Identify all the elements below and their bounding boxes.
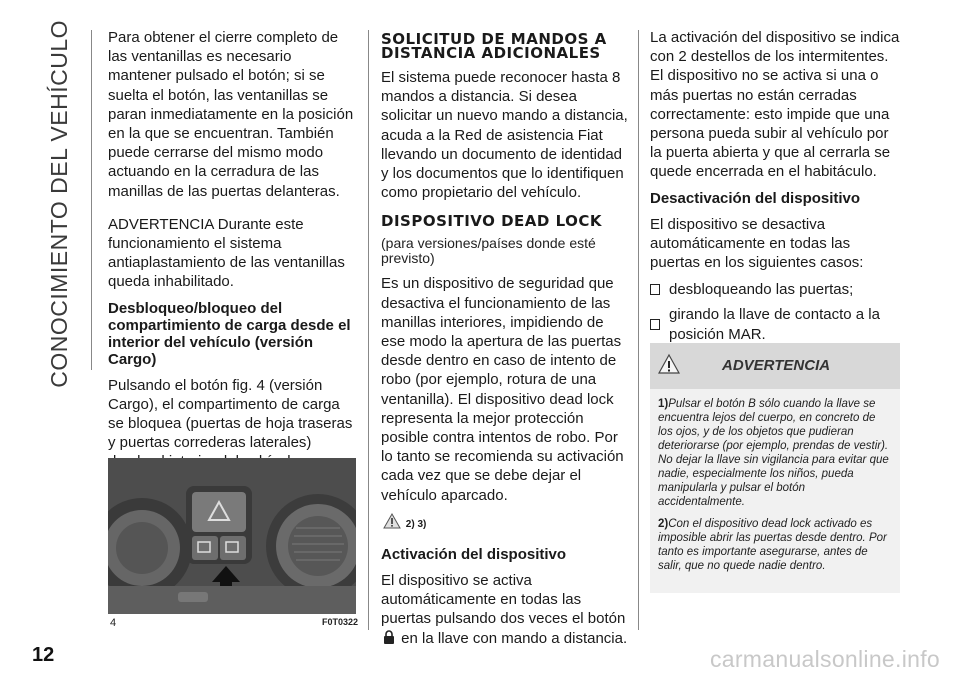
warning-box-header bbox=[650, 343, 900, 389]
paragraph: Pulsando el botón fig. 4 (versión Cargo), el compartimento de carga se bloquea (puertas de hoja traseras y puertas correderas laterales) bbox=[108, 376, 353, 452]
lock-icon bbox=[383, 630, 395, 645]
warning-icon bbox=[658, 353, 680, 375]
figure-photo bbox=[108, 458, 356, 614]
section-heading: Activación del dispositivo bbox=[381, 546, 567, 564]
section-title: CONOCIMIENTO DEL VEHÍCULO bbox=[45, 20, 72, 388]
page-number: 12 bbox=[32, 644, 55, 666]
dashboard-photo-illustration bbox=[108, 458, 356, 614]
section-heading: Desactivación del dispositivo bbox=[650, 189, 861, 207]
list-item: desbloqueando las puertas; bbox=[650, 280, 900, 299]
column-2 bbox=[381, 28, 629, 656]
paragraph: Es un dispositivo de seguridad que desactiva el funcionamiento de las manillas interiores, impidiendo de ese modo la apertura de las puertas desde dentro en caso de intento de robo (por ejemplo, rotura de una ventanilla). El dispositivo dead lock representa la mejor protección posible contra intentos de robo. Por lo tanto se recomienda su activación cada vez que se debe dejar el vehículo aparcado. bbox=[381, 275, 624, 504]
bullet-box-icon bbox=[650, 284, 660, 295]
bullet-box-icon bbox=[650, 319, 660, 330]
column-divider-2 bbox=[368, 30, 369, 630]
paragraph: El sistema puede reconocer hasta 8 mandos a distancia. Si desea solicitar un nuevo mando a distancia, acuda a la Red de asistencia Fiat llevando un documento de identidad y los documentos que lo identifiquen como propietario del vehículo. bbox=[381, 69, 628, 202]
paragraph-part: El dispositivo se activa automáticamente en todas las puertas pulsando dos veces el botón bbox=[381, 572, 626, 628]
paragraph: La activación del dispositivo se indica con 2 destellos de los intermitentes. El dispositivo no se activa si una o más puertas no están cerradas correctamente: esto impide que una persona pueda subir al vehículo por la puerta abierta y que al cerrarla se quede encerrada en el habitáculo. bbox=[650, 29, 900, 181]
paragraph: Para obtener el cierre completo de las ventanillas es necesario mantener pulsado el botón; si se suelta el botón, las ventanillas se paran inmediatamente en la posición en la que se encuentran. También puede cerrarse del mismo modo actuando en la cerradura de las manillas de las puertas delanteras. bbox=[108, 29, 354, 200]
section-heading-caps: SOLICITUD DE MANDOS A DISTANCIA ADICIONALES bbox=[381, 30, 607, 62]
warning-icon bbox=[383, 513, 401, 529]
list-item: girando la llave de contacto a la posición MAR. bbox=[650, 305, 900, 343]
paragraph: El dispositivo se desactiva automáticamente en todas las puertas en los siguientes casos: bbox=[650, 215, 864, 272]
column-3 bbox=[650, 28, 900, 350]
section-heading-caps: DISPOSITIVO DEAD LOCK bbox=[381, 212, 602, 231]
paragraph-part: en la llave con mando a distancia. bbox=[401, 629, 628, 647]
column-divider-3 bbox=[638, 30, 639, 630]
paragraph bbox=[381, 571, 629, 648]
warning-refs-text: 2) 3) bbox=[405, 518, 427, 530]
warning-item: 1)Pulsar el botón B sólo cuando la llave se encuentra lejos del cuerpo, en concreto de los ojos, y de los objetos que pudieran deteriorarse (por ejemplo, prendas de vestir). No dejar la llave sin vigilancia para evitar que nadie, especialmente los niños, pueda manipularla y pulsar el botón accidentalmente. bbox=[658, 398, 889, 508]
warning-box bbox=[650, 343, 900, 593]
section-heading: Desbloqueo/bloqueo del compartimiento de carga desde el interior del vehículo (versión Cargo) bbox=[108, 299, 351, 368]
advertencia-paragraph: ADVERTENCIA Durante este funcionamiento el sistema antiaplastamiento de las ventanillas queda inhabilitado. bbox=[108, 215, 345, 291]
watermark: carmanualsonline.info bbox=[709, 646, 940, 672]
warning-refs bbox=[381, 513, 629, 534]
column-divider-1 bbox=[91, 30, 92, 370]
figure-number: 4 bbox=[110, 617, 117, 629]
warning-body bbox=[650, 389, 900, 573]
column-1 bbox=[108, 28, 356, 518]
warning-item: 2)Con el dispositivo dead lock activado es imposible abrir las puertas desde dentro. Por tanto es importante asegurarse, antes de salir, que no quede nadie dentro. bbox=[658, 518, 887, 572]
figure-code: F0T0322 bbox=[322, 617, 359, 627]
warning-title: ADVERTENCIA bbox=[722, 357, 831, 374]
note-text: (para versiones/países donde esté previsto) bbox=[381, 235, 596, 267]
